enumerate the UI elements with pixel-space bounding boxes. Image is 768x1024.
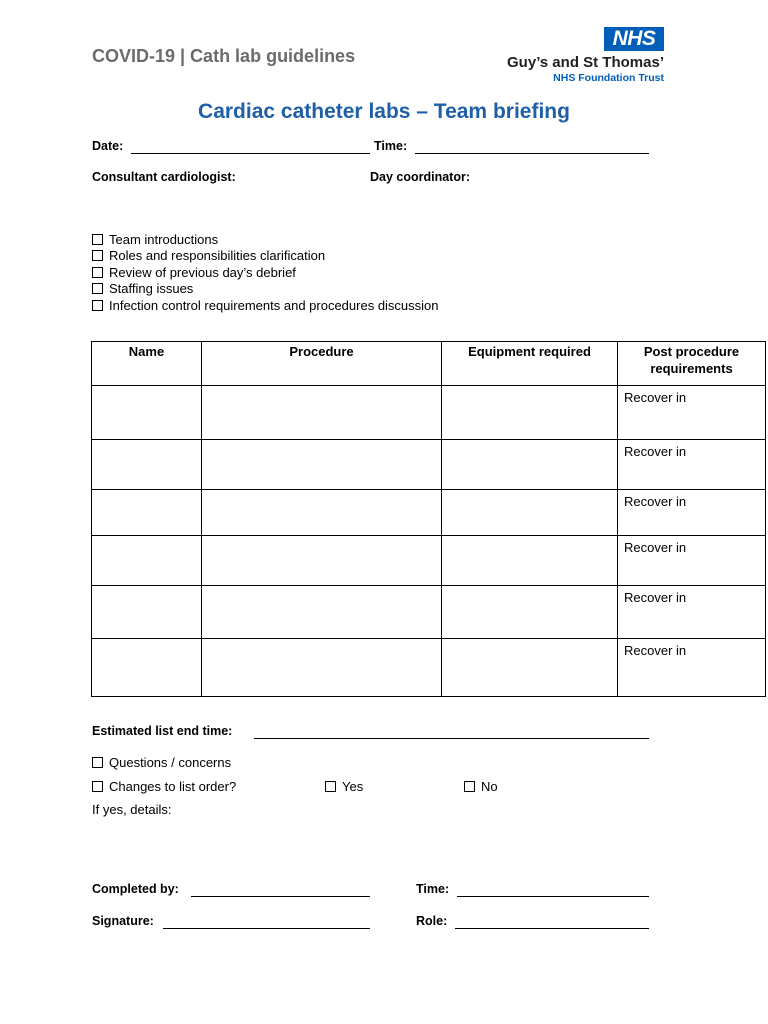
checklist-label: Team introductions — [109, 232, 219, 247]
nhs-badge: NHS — [604, 27, 664, 51]
table-row — [92, 536, 766, 586]
procedure-cell[interactable] — [202, 440, 442, 490]
checklist-label: Roles and responsibilities clarification — [109, 248, 326, 263]
column-header-post-procedure: Post procedure requirements — [618, 342, 766, 386]
equipment-cell[interactable] — [442, 586, 618, 639]
questions-checkbox-row[interactable] — [92, 755, 231, 770]
coordinator-label: Day coordinator: — [370, 170, 471, 184]
details-label: If yes, details: — [92, 802, 172, 817]
table-row — [92, 440, 766, 490]
checklist-item[interactable] — [92, 265, 296, 280]
checklist-label: Staffing issues — [109, 281, 194, 296]
name-cell[interactable] — [92, 536, 202, 586]
briefing-table — [91, 341, 766, 697]
yes-label: Yes — [342, 779, 364, 794]
checklist-item[interactable] — [92, 232, 218, 247]
table-header-row — [92, 342, 766, 386]
no-label: No — [481, 779, 498, 794]
procedure-cell[interactable] — [202, 536, 442, 586]
signature-label: Signature: — [92, 914, 154, 928]
role-label: Role: — [416, 914, 448, 928]
trust-subtitle: NHS Foundation Trust — [553, 72, 664, 84]
checkbox-icon[interactable] — [92, 234, 103, 245]
checklist-item[interactable] — [92, 281, 193, 296]
equipment-cell[interactable] — [442, 639, 618, 697]
yes-checkbox-row[interactable] — [325, 779, 363, 794]
recover-cell[interactable]: Recover in — [618, 586, 766, 639]
checklist-item[interactable] — [92, 248, 325, 263]
column-header-name: Name — [92, 342, 202, 386]
name-cell[interactable] — [92, 440, 202, 490]
table-row — [92, 586, 766, 639]
name-cell[interactable] — [92, 386, 202, 440]
time-label: Time: — [374, 139, 408, 153]
recover-cell[interactable]: Recover in — [618, 440, 766, 490]
checkbox-icon[interactable] — [325, 781, 336, 792]
checkbox-icon[interactable] — [92, 757, 103, 768]
checkbox-icon[interactable] — [464, 781, 475, 792]
table-row — [92, 386, 766, 440]
checklist-label: Infection control requirements and procedures discussion — [109, 298, 439, 313]
header-title: COVID-19 | Cath lab guidelines — [92, 46, 356, 66]
completed-by-label: Completed by: — [92, 882, 179, 896]
checkbox-icon[interactable] — [92, 283, 103, 294]
checkbox-icon[interactable] — [92, 300, 103, 311]
procedure-cell[interactable] — [202, 490, 442, 536]
procedure-cell[interactable] — [202, 586, 442, 639]
procedure-cell[interactable] — [202, 386, 442, 440]
table-row — [92, 490, 766, 536]
recover-cell[interactable]: Recover in — [618, 490, 766, 536]
signature-field[interactable] — [163, 914, 370, 929]
recover-cell[interactable]: Recover in — [618, 536, 766, 586]
consultant-label: Consultant cardiologist: — [92, 170, 236, 184]
checkbox-icon[interactable] — [92, 250, 103, 261]
date-field[interactable] — [131, 139, 370, 154]
changes-checkbox-row[interactable] — [92, 779, 236, 794]
equipment-cell[interactable] — [442, 440, 618, 490]
name-cell[interactable] — [92, 639, 202, 697]
signoff-time-label: Time: — [416, 882, 450, 896]
procedure-cell[interactable] — [202, 639, 442, 697]
changes-label: Changes to list order? — [109, 779, 237, 794]
questions-label: Questions / concerns — [109, 755, 232, 770]
table-row — [92, 639, 766, 697]
date-label: Date: — [92, 139, 124, 153]
checklist-item[interactable] — [92, 298, 439, 313]
checklist-label: Review of previous day’s debrief — [109, 265, 296, 280]
column-header-procedure: Procedure — [202, 342, 442, 386]
recover-cell[interactable]: Recover in — [618, 386, 766, 440]
nhs-trust-logo — [470, 22, 682, 88]
checkbox-icon[interactable] — [92, 781, 103, 792]
checkbox-icon[interactable] — [92, 267, 103, 278]
trust-name: Guy’s and St Thomas’ — [507, 54, 664, 71]
role-field[interactable] — [455, 914, 649, 929]
document-title: Cardiac catheter labs – Team briefing — [198, 100, 570, 123]
completed-by-field[interactable] — [191, 882, 370, 897]
equipment-cell[interactable] — [442, 536, 618, 586]
name-cell[interactable] — [92, 490, 202, 536]
recover-cell[interactable]: Recover in — [618, 639, 766, 697]
end-time-field[interactable] — [254, 724, 649, 739]
equipment-cell[interactable] — [442, 490, 618, 536]
equipment-cell[interactable] — [442, 386, 618, 440]
no-checkbox-row[interactable] — [464, 779, 498, 794]
time-field[interactable] — [415, 139, 649, 154]
signoff-time-field[interactable] — [457, 882, 649, 897]
name-cell[interactable] — [92, 586, 202, 639]
end-time-label: Estimated list end time: — [92, 724, 233, 738]
column-header-equipment: Equipment required — [442, 342, 618, 386]
